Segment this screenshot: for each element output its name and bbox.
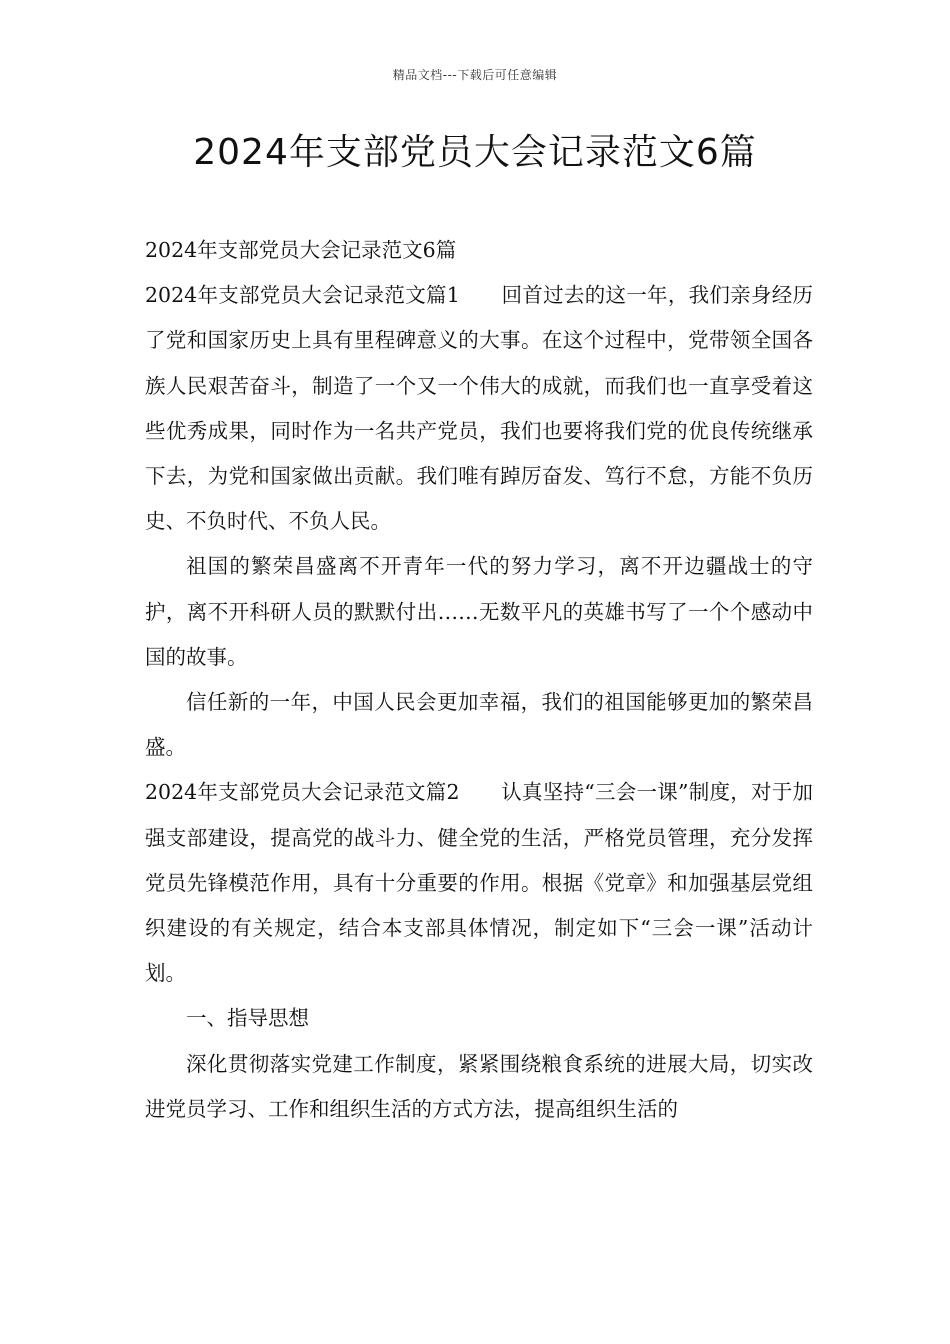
body-paragraph: 祖国的繁荣昌盛离不开青年一代的努力学习，离不开边疆战士的守护，离不开科研人员的默默付出……无数平凡的英雄书写了一个个感动中国的故事。: [145, 554, 813, 669]
section-2-paragraph: 2024年支部党员大会记录范文篇2 认真坚持“三会一课”制度，对于加强支部建设，提高党的战斗力、健全党的生活，严格党员管理，充分发挥党员先锋模范作用，具有十分重要的作用。根据《党章》和加强基层党组织建设的有关规定，结合本支部具体情况，制定如下“三会一课”活动计划。: [145, 780, 813, 986]
body-paragraph: 信任新的一年，中国人民会更加幸福，我们的祖国能够更加的繁荣昌盛。: [145, 690, 813, 760]
document-body: [145, 228, 813, 1132]
document-title: 2024年支部党员大会记录范文6篇: [193, 132, 757, 173]
section-heading: 一、指导思想: [186, 1006, 309, 1031]
body-paragraph: 深化贯彻落实党建工作制度，紧紧围绕粮食系统的进展大局，切实改进党员学习、工作和组织生活的方式方法，提高组织生活的: [145, 1051, 813, 1121]
section-1-paragraph: 2024年支部党员大会记录范文篇1 回首过去的这一年，我们亲身经历了党和国家历史上具有里程碑意义的大事。在这个过程中，党带领全国各族人民艰苦奋斗，制造了一个又一个伟大的成就，而我们也一直享受着这些优秀成果，同时作为一名共产党员，我们也要将我们党的优良传统继承下去，为党和国家做出贡献。我们唯有踔厉奋发、笃行不怠，方能不负历史、不负时代、不负人民。: [145, 283, 813, 534]
subtitle-paragraph: 2024年支部党员大会记录范文6篇: [145, 238, 457, 262]
header-note: 精品文档---下载后可任意编辑: [392, 68, 558, 82]
